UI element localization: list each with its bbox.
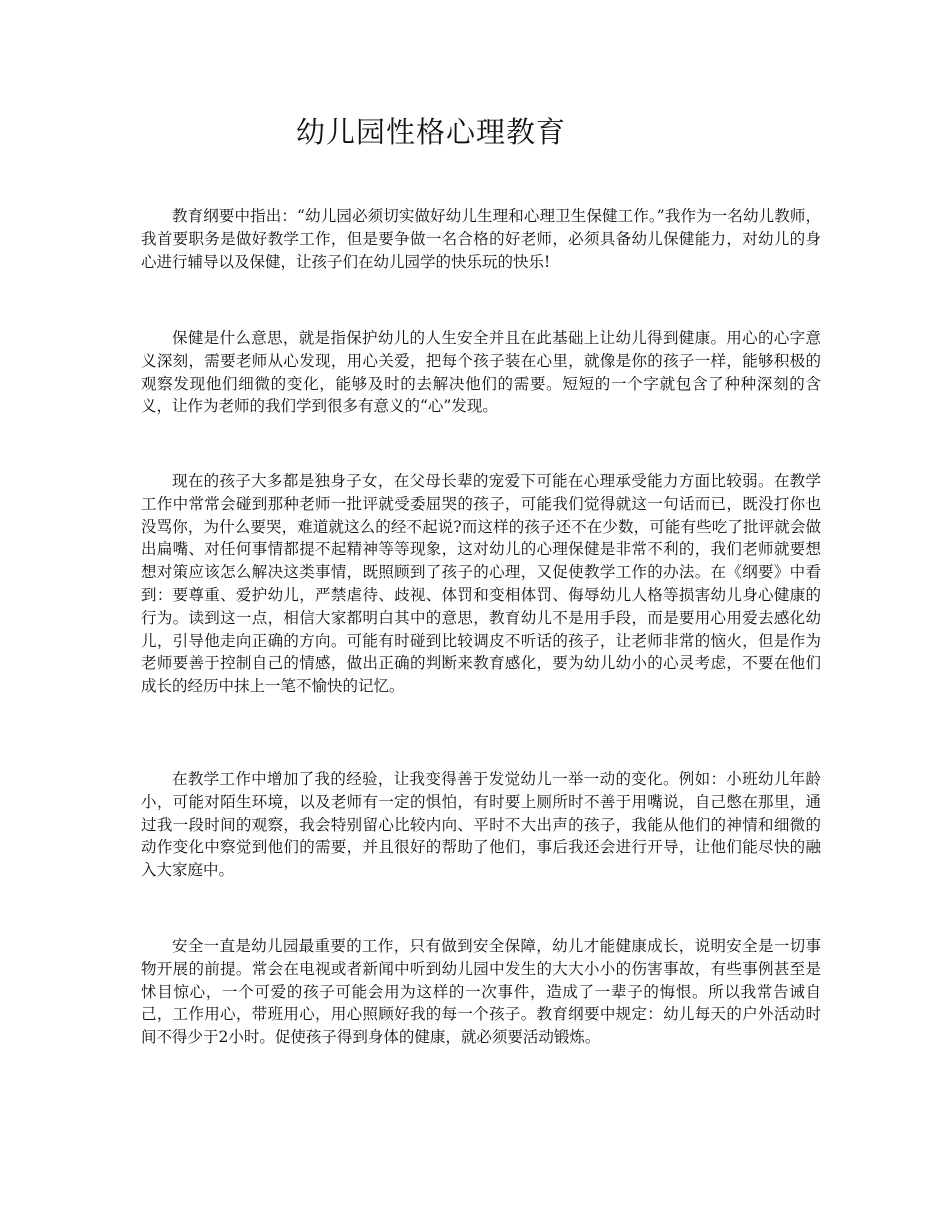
document-title: 幼儿园性格心理教育: [296, 115, 567, 149]
paragraph-3: 现在的孩子大多都是独身子女，在父母长辈的宠爱下可能在心理承受能力方面比较弱。在教学工作中常常会碰到那种老师一批评就受委屈哭的孩子，可能我们觉得就这一句话而已，既没打你也没骂你，为什么要哭，难道就这么的经不起说?而这样的孩子还不在少数，可能有些吃了批评就会做出扁嘴、对任何事情都提不起精神等等现象，这对幼儿的心理保健是非常不利的，我们老师就要想想对策应该怎么解决这类事情，既照顾到了孩子的心理，又促使教学工作的办法。在《纲要》中看到：要尊重、爱护幼儿，严禁虐待、歧视、体罚和变相体罚、侮辱幼儿人格等损害幼儿身心健康的行为。读到这一点，相信大家都明白其中的意思，教育幼儿不是用手段，而是要用心用爱去感化幼儿，引导他走向正确的方向。可能有时碰到比较调皮不听话的孩子，让老师非常的恼火，但是作为老师要善于控制自己的情感，做出正确的判断来教育感化，要为幼儿幼小的心灵考虑，不要在他们成长的经历中抹上一笔不愉快的记忆。: [141, 472, 821, 696]
paragraph-2: 保健是什么意思，就是指保护幼儿的人生安全并且在此基础上让幼儿得到健康。用心的心字意义深刻，需要老师从心发现，用心关爱，把每个孩子装在心里，就像是你的孩子一样，能够积极的观察发现他们细微的变化，能够及时的去解决他们的需要。短短的一个字就包含了种种深刻的含义，让作为老师的我们学到很多有意义的“心”发现。: [141, 329, 821, 416]
paragraph-5: 安全一直是幼儿园最重要的工作，只有做到安全保障，幼儿才能健康成长，说明安全是一切事物开展的前提。常会在电视或者新闻中听到幼儿园中发生的大大小小的伤害事故，有些事例甚至是怵目惊心，一个可爱的孩子可能会用为这样的一次事件，造成了一辈子的悔恨。所以我常告诫自己，工作用心，带班用心，用心照顾好我的每一个孩子。教育纲要中规定：幼儿每天的户外活动时间不得少于2小时。促使孩子得到身体的健康，就必须要活动锻炼。: [141, 937, 821, 1047]
paragraph-1: 教育纲要中指出：“幼儿园必须切实做好幼儿生理和心理卫生保健工作。”我作为一名幼儿教师，我首要职务是做好教学工作，但是要争做一名合格的好老师，必须具备幼儿保健能力，对幼儿的身心进行辅导以及保健，让孩子们在幼儿园学的快乐玩的快乐!: [141, 207, 821, 271]
paragraph-4: 在教学工作中增加了我的经验，让我变得善于发觉幼儿一举一动的变化。例如：小班幼儿年龄小，可能对陌生环境，以及老师有一定的惧怕，有时要上厕所时不善于用嘴说，自己憋在那里，通过我一段时间的观察，我会特别留心比较内向、平时不大出声的孩子，我能从他们的神情和细微的动作变化中察觉到他们的需要，并且很好的帮助了他们，事后我还会进行开导，让他们能尽快的融入大家庭中。: [141, 770, 821, 880]
